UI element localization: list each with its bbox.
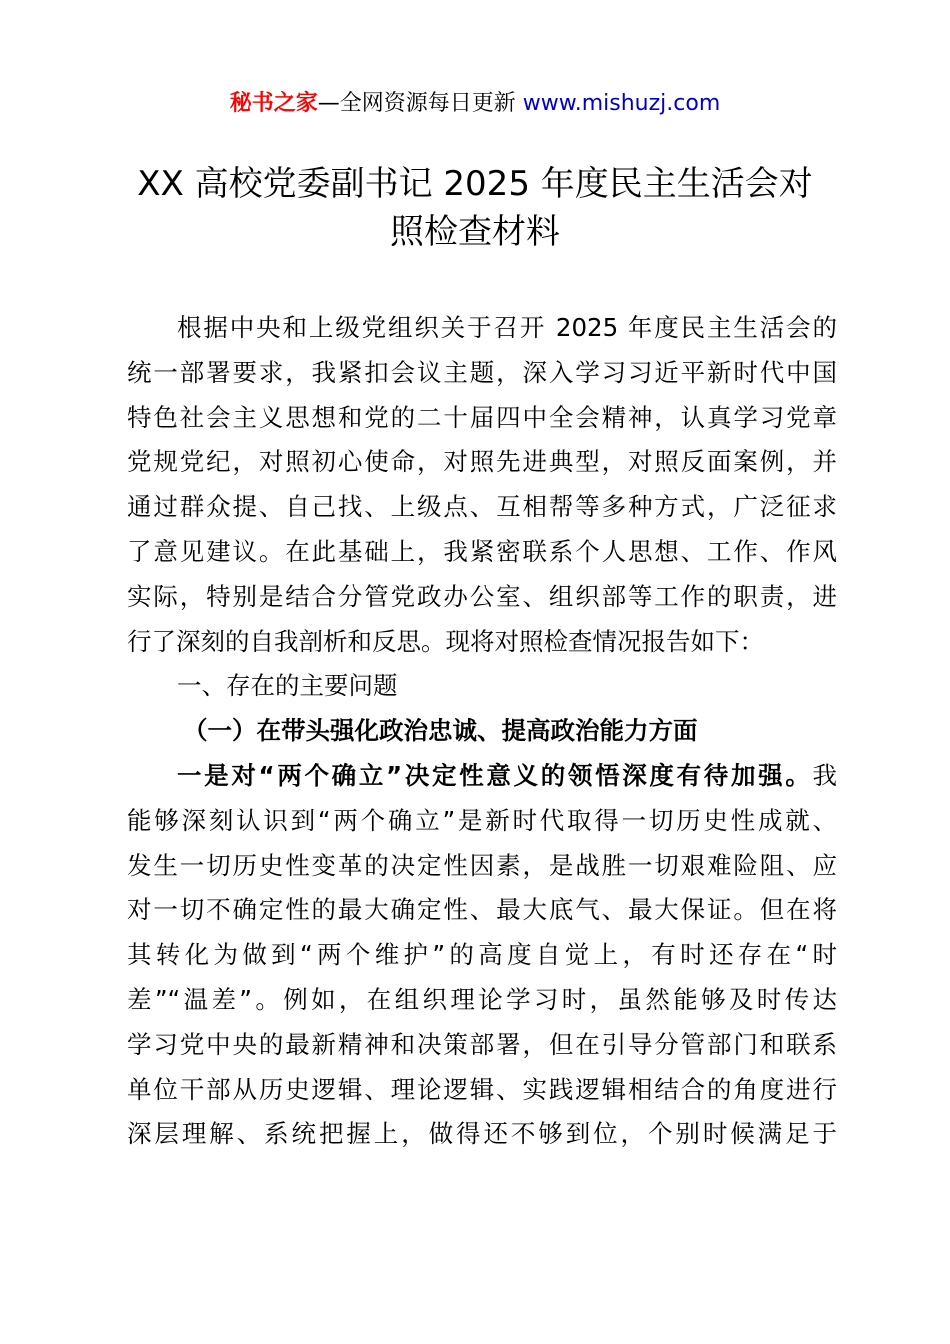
document-title (100, 160, 850, 256)
brand-name: 秘书之家 (229, 91, 318, 116)
header-slogan: —全网资源每日更新 (317, 91, 516, 116)
intro-line: 党规党纪，对照初心使命，对照先进典型，对照反面案例，并 (127, 447, 837, 477)
point-1-line: 发生一切历史性变革的决定性因素，是战胜一切艰难险阻、应 (127, 850, 837, 880)
intro-line: 行了深刻的自我剖析和反思。现将对照检查情况报告如下： (127, 626, 764, 656)
point-1-line: 其转化为做到“两个维护”的高度自觉上，有时还存在“时 (127, 940, 837, 970)
intro-line: 通过群众提、自己找、上级点、互相帮等多种方式，广泛征求 (127, 492, 837, 522)
intro-line: 统一部署要求，我紧扣会议主题，深入学习习近平新时代中国 (127, 357, 837, 387)
point-1-line: 差”“温差”。例如，在组织理论学习时，虽然能够及时传达 (127, 984, 837, 1014)
intro-line: 特色社会主义思想和党的二十届四中全会精神，认真学习党章 (127, 402, 837, 432)
site-url-link[interactable]: www.mishuzj.com (522, 91, 721, 116)
point-1-lead: 一是对“两个确立”决定性意义的领悟深度有待加强。 (177, 760, 813, 790)
point-1-tail: 我 (812, 760, 837, 790)
point-1-line: 深层理解、系统把握上，做得还不够到位，个别时候满足于 (127, 1119, 837, 1149)
section-heading-1: 一、存在的主要问题 (177, 671, 398, 701)
point-1-line: 单位干部从历史逻辑、理论逻辑、实践逻辑相结合的角度进行 (127, 1074, 837, 1104)
intro-line: 实际，特别是结合分管党政办公室、组织部等工作的职责，进 (127, 581, 837, 611)
intro-line: 根据中央和上级党组织关于召开 2025 年度民主生活会的 (177, 313, 837, 342)
subsection-heading-1: （一）在带头强化政治忠诚、提高政治能力方面 (183, 716, 698, 746)
intro-line: 了意见建议。在此基础上，我紧密联系个人思想、工作、作风 (127, 536, 837, 566)
site-header (0, 86, 950, 122)
title-line-2: 照检查材料 (390, 212, 560, 252)
point-1-line: 学习党中央的最新精神和决策部署，但在引导分管部门和联系 (127, 1029, 837, 1059)
point-1-first-line (127, 754, 837, 799)
title-line-1: XX 高校党委副书记 2025 年度民主生活会对 (137, 164, 813, 204)
point-1-line: 对一切不确定性的最大确定性、最大底气、最大保证。但在将 (127, 895, 837, 925)
point-1-line: 能够深刻认识到“两个确立”是新时代取得一切历史性成就、 (127, 805, 837, 835)
document-body (127, 306, 837, 1157)
